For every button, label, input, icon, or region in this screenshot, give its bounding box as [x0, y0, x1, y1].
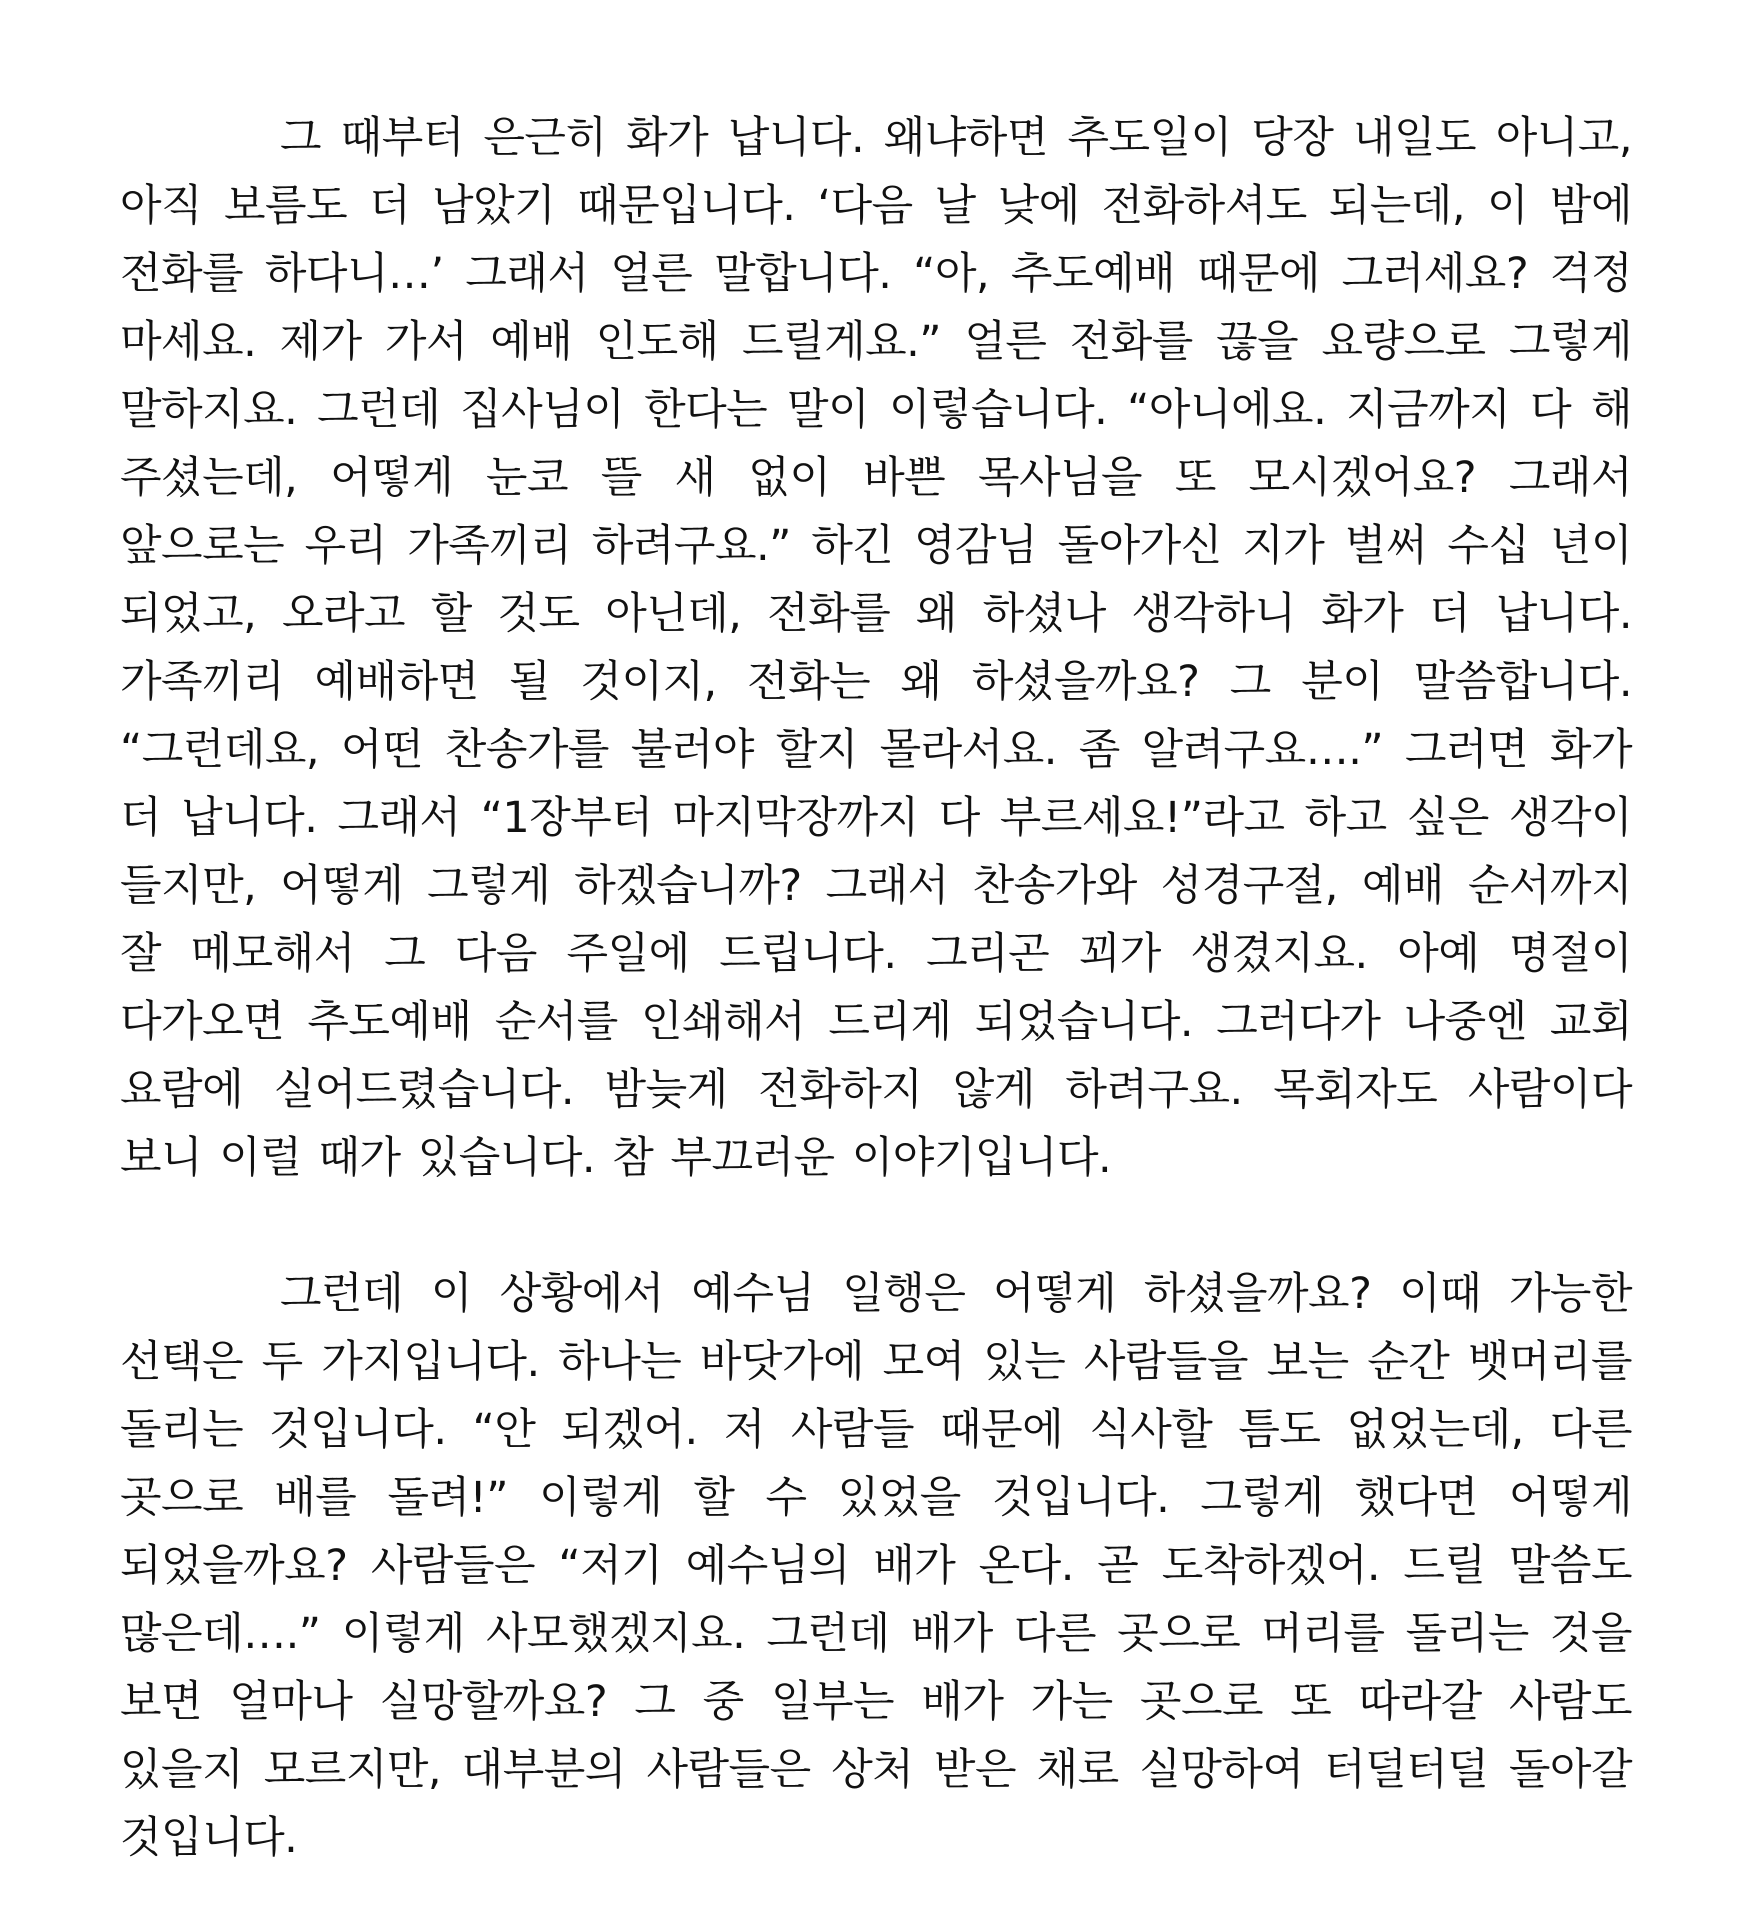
paragraph-2: 그런데 이 상황에서 예수님 일행은 어떻게 하셨을까요? 이때 가능한 선택은 두 가지입니다. 하나는 바닷가에 모여 있는 사람들을 보는 순간 뱃머리를 돌리는 것입니다. “안 되겠어. 저 사람들 때문에 식사할 틈도 없었는데, 다른 곳으로 배를 돌려!” 이렇게 할 수 있었을 것입니다. 그렇게 했다면 어떻게 되었을까요? 사람들은 “저기 예수님의 배가 온다. 곧 도착하겠어. 드릴 말씀도 많은데….” 이렇게 사모했겠지요. 그런데 배가 다른 곳으로 머리를 돌리는 것을 보면 얼마나 실망할까요? 그 중 일부는 배가 가는 곳으로 또 따라갈 사람도 있을지 모르지만, 대부분의 사람들은 상처 받은 채로 실망하여 터덜터덜 돌아갈 것입니다. — [120, 1269, 1632, 1863]
document-page — [120, 104, 1632, 1872]
paragraph-1: 그 때부터 은근히 화가 납니다. 왜냐하면 추도일이 당장 내일도 아니고, 아직 보름도 더 남았기 때문입니다. ‘다음 날 낮에 전화하셔도 되는데, 이 밤에 전화를 하다니…’ 그래서 얼른 말합니다. “아, 추도예배 때문에 그러세요? 걱정 마세요. 제가 가서 예배 인도해 드릴게요.” 얼른 전화를 끊을 요량으로 그렇게 말하지요. 그런데 집사님이 한다는 말이 이렇습니다. “아니에요. 지금까지 다 해 주셨는데, 어떻게 눈코 뜰 새 없이 바쁜 목사님을 또 모시겠어요? 그래서 앞으로는 우리 가족끼리 하려구요.” 하긴 영감님 돌아가신 지가 벌써 수십 년이 되었고, 오라고 할 것도 아닌데, 전화를 왜 하셨나 생각하니 화가 더 납니다. 가족끼리 예배하면 될 것이지, 전화는 왜 하셨을까요? 그 분이 말씀합니다. “그런데요, 어떤 찬송가를 불러야 할지 몰라서요. 좀 알려구요….” 그러면 화가 더 납니다. 그래서 “1장부터 마지막장까지 다 부르세요!”라고 하고 싶은 생각이 들지만, 어떻게 그렇게 하겠습니까? 그래서 찬송가와 성경구절, 예배 순서까지 잘 메모해서 그 다음 주일에 드립니다. 그리곤 꾀가 생겼지요. 아예 명절이 다가오면 추도예배 순서를 인쇄해서 드리게 되었습니다. 그러다가 나중엔 교회 요람에 실어드렸습니다. 밤늦게 전화하지 않게 하려구요. 목회자도 사람이다 보니 이럴 때가 있습니다. 참 부끄러운 이야기입니다. — [120, 113, 1632, 1183]
